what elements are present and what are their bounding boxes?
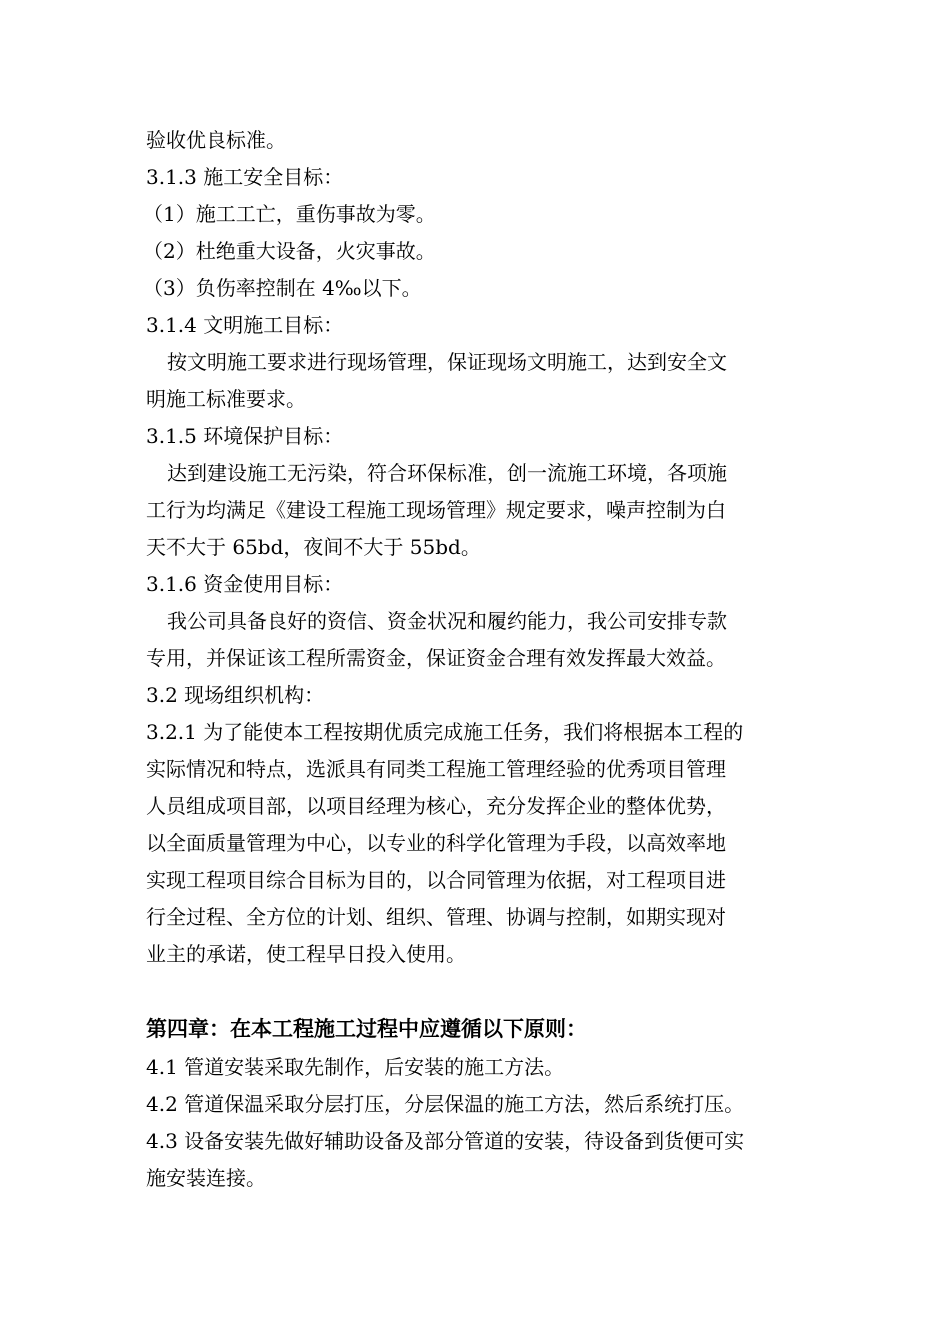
paragraph-line: 3.2.1 为了能使本工程按期优质完成施工任务，我们将根据本工程的 [146,720,744,744]
paragraph-line: 我公司具备良好的资信、资金状况和履约能力，我公司安排专款 [167,609,727,633]
chapter-heading: 第四章：在本工程施工过程中应遵循以下原则： [146,1016,587,1041]
paragraph-line: 4.3 设备安装先做好辅助设备及部分管道的安装，待设备到货便可实 [146,1129,745,1153]
paragraph-line: 达到建设施工无污染，符合环保标准，创一流施工环境，各项施 [167,461,727,485]
paragraph-line: 施安装连接。 [146,1166,266,1190]
paragraph-line: 按文明施工要求进行现场管理，保证现场文明施工，达到安全文 [167,350,727,374]
paragraph-line: 4.1 管道安装采取先制作，后安装的施工方法。 [146,1055,565,1079]
paragraph-line: 4.2 管道保温采取分层打压，分层保温的施工方法，然后系统打压。 [146,1092,745,1116]
paragraph-line: 人员组成项目部，以项目经理为核心，充分发挥企业的整体优势， [146,794,726,818]
paragraph-line: 明施工标准要求。 [146,387,306,411]
paragraph-line: 实际情况和特点，选派具有同类工程施工管理经验的优秀项目管理 [146,757,726,781]
section-heading-3-1-5: 3.1.5 环境保护目标： [146,424,344,448]
paragraph-line: 以全面质量管理为中心，以专业的科学化管理为手段，以高效率地 [146,831,726,855]
section-heading-3-2: 3.2 现场组织机构： [146,683,325,707]
paragraph-line: 工行为均满足《建设工程施工现场管理》规定要求，噪声控制为白 [146,498,726,522]
paragraph-line: 实现工程项目综合目标为目的，以合同管理为依据，对工程项目进 [146,868,726,892]
paragraph-line: 天不大于 65bd，夜间不大于 55bd。 [146,535,481,559]
section-heading-3-1-6: 3.1.6 资金使用目标： [146,572,344,596]
list-item: （3）负伤率控制在 4‰以下。 [143,276,422,300]
paragraph-line: 业主的承诺，使工程早日投入使用。 [146,942,466,966]
text-line: 验收优良标准。 [146,128,286,152]
paragraph-line: 行全过程、全方位的计划、组织、管理、协调与控制，如期实现对 [146,905,726,929]
section-heading-3-1-4: 3.1.4 文明施工目标： [146,313,344,337]
paragraph-line: 专用，并保证该工程所需资金，保证资金合理有效发挥最大效益。 [146,646,726,670]
list-item: （1）施工工亡，重伤事故为零。 [143,202,436,226]
list-item: （2）杜绝重大设备，火灾事故。 [143,239,436,263]
section-heading-3-1-3: 3.1.3 施工安全目标： [146,165,344,189]
